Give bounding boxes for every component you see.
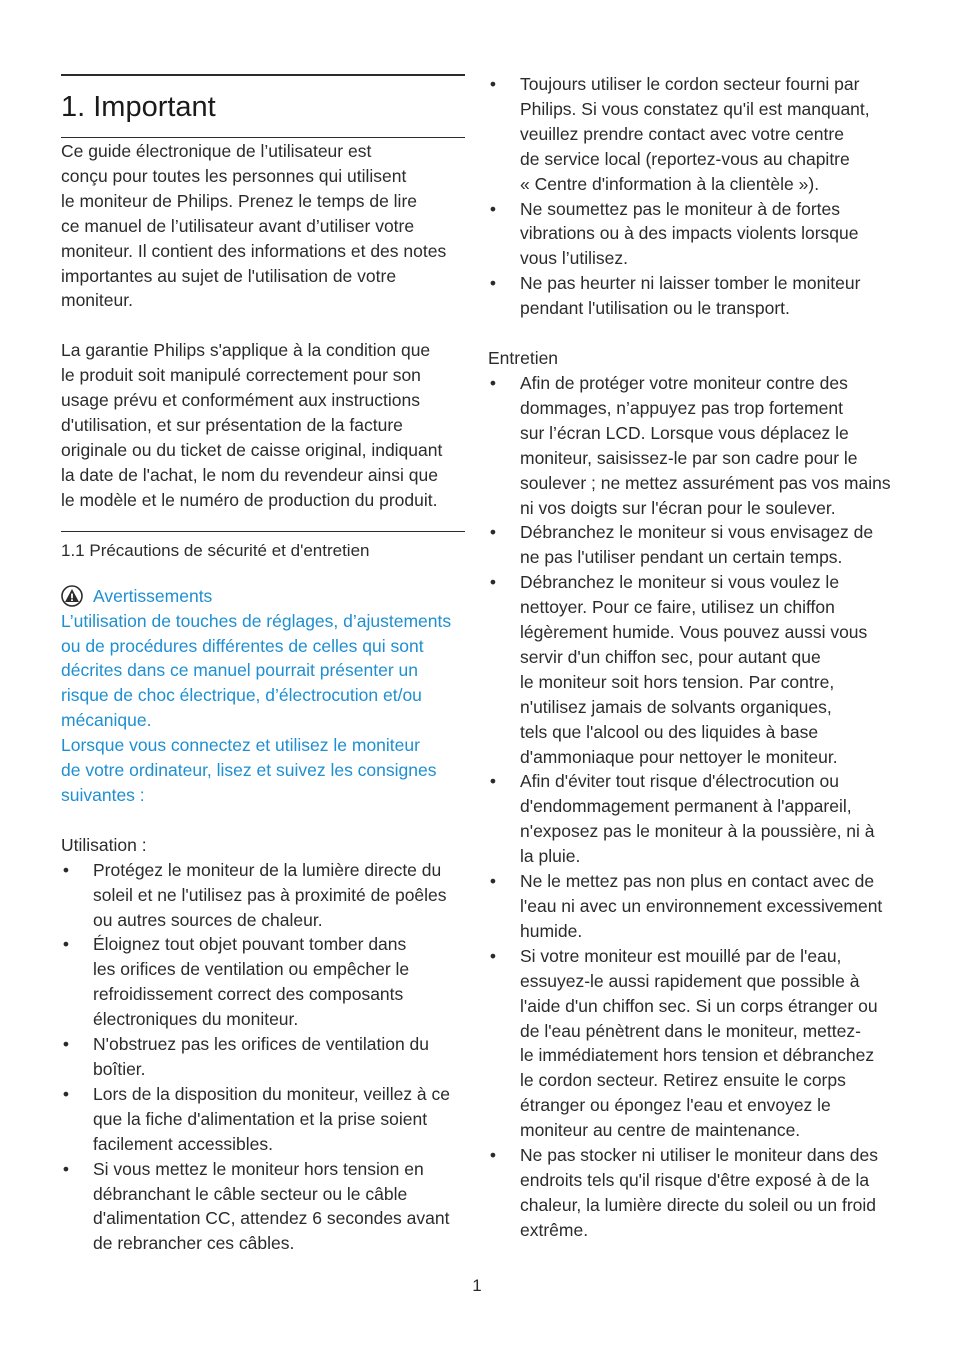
intro-paragraph-2-line: usage prévu et conformément aux instructions	[61, 390, 420, 411]
list-item-text-line: ne pas l'utiliser pendant un certain temps.	[520, 547, 843, 568]
section-title: 1.1 Précautions de sécurité et d'entretien	[61, 540, 370, 560]
list-item-text-line: Ne soumettez pas le moniteur à de fortes	[520, 198, 841, 219]
list-item-text-line: nettoyer. Pour ce faire, utilisez un chiffon	[520, 597, 835, 618]
list-item-text-line: essuyez-le aussi rapidement que possible à	[520, 970, 860, 991]
top-rule	[61, 74, 465, 76]
list-item-text-line: dommages, n’appuyez pas trop fortement	[520, 397, 843, 418]
warnings-text-line: décrites dans ce manuel pourrait présenter un	[61, 660, 419, 681]
list-item	[488, 520, 894, 570]
list-item-text-line: Toujours utiliser le cordon secteur fourni par	[520, 74, 860, 94]
left-column	[61, 74, 465, 1256]
list-item-text-line: de rebrancher ces câbles.	[93, 1233, 295, 1254]
bullet-icon: •	[489, 273, 497, 294]
list-item-text-line: sur l’écran LCD. Lorsque vous déplacez le	[520, 422, 849, 443]
warnings-text	[61, 609, 465, 808]
bullet-icon: •	[489, 198, 497, 219]
list-item-text-line: Afin de protéger votre moniteur contre des	[520, 372, 848, 393]
utilisation-list-continued	[488, 72, 894, 321]
bullet-icon: •	[489, 771, 497, 792]
list-item-text-line: le immédiatement hors tension et débranchez	[520, 1045, 875, 1066]
bullet-icon: •	[489, 871, 497, 892]
bullet-icon: •	[62, 1034, 70, 1055]
list-item-text-line: « Centre d'information à la clientèle »).	[520, 173, 820, 194]
intro-paragraph-2-line: le produit soit manipulé correctement pour son	[61, 365, 421, 386]
list-item-text-line: le cordon secteur. Retirez ensuite le corps	[520, 1070, 846, 1091]
warnings-heading	[61, 584, 465, 609]
warnings-text-line: suivantes :	[61, 784, 145, 805]
section-rule	[61, 531, 465, 532]
page-number: 1	[472, 1276, 482, 1295]
intro-paragraph-1-line: moniteur.	[61, 290, 133, 311]
list-item-text-line: que la fiche d'alimentation et la prise soient	[93, 1108, 428, 1129]
list-item-text-line: n'exposez pas le moniteur à la poussière, ni à	[520, 821, 875, 842]
list-item-text-line: de l'eau pénètrent dans le moniteur, mettez-	[520, 1020, 861, 1041]
intro-paragraph-1-line: ce manuel de l’utilisateur avant d’utiliser votre	[61, 215, 415, 236]
list-item-text-line: vous l’utilisez.	[520, 248, 628, 269]
warnings-text-line: ou de procédures différentes de celles qui sont	[61, 635, 424, 656]
list-item-text-line: Débranchez le moniteur si vous envisagez de	[520, 522, 874, 543]
list-item	[488, 1143, 894, 1243]
list-item-text-line: Débranchez le moniteur si vous voulez le	[520, 572, 840, 593]
intro-paragraph-2-line: d'utilisation, et sur présentation de la facture	[61, 415, 403, 436]
list-item	[61, 1157, 465, 1257]
list-item	[488, 944, 894, 1143]
list-item-text-line: moniteur au centre de maintenance.	[520, 1120, 801, 1141]
list-item-text-line: le moniteur soit hors tension. Par contre,	[520, 671, 835, 692]
bullet-icon: •	[62, 934, 70, 955]
list-item-text-line: refroidissement correct des composants	[93, 984, 404, 1005]
intro-paragraph-1-line: moniteur. Il contient des informations et des notes	[61, 240, 447, 261]
intro-paragraph-2-line: La garantie Philips s'applique à la condition que	[61, 340, 431, 361]
list-item-text-line: Ne le mettez pas non plus en contact avec de	[520, 871, 875, 892]
warnings-text-line: Lorsque vous connectez et utilisez le moniteur	[61, 735, 420, 756]
list-item	[61, 858, 465, 933]
intro-paragraph-1-line: le moniteur de Philips. Prenez le temps de lire	[61, 190, 418, 211]
bullet-icon: •	[489, 945, 497, 966]
list-item-text-line: extrême.	[520, 1219, 589, 1240]
list-item-text-line: l'eau ni avec un environnement excessivement	[520, 896, 883, 916]
list-item-text-line: humide.	[520, 920, 583, 941]
list-item-text-line: la pluie.	[520, 846, 581, 867]
intro-paragraph-1-line: importantes au sujet de l'utilisation de votre	[61, 265, 397, 286]
list-item-text-line: l'aide d'un chiffon sec. Si un corps étranger ou	[520, 995, 878, 1016]
list-item-text-line: les orifices de ventilation ou empêcher le	[93, 959, 410, 980]
list-item-text-line: facilement accessibles.	[93, 1133, 273, 1154]
list-item	[61, 932, 465, 1032]
list-item-text-line: électroniques du moniteur.	[93, 1009, 299, 1030]
list-item-text-line: vibrations ou à des impacts violents lorsque	[520, 223, 859, 244]
list-item	[488, 197, 894, 272]
list-item-text-line: d'alimentation CC, attendez 6 secondes avant	[93, 1208, 450, 1229]
list-item-text-line: Ne pas stocker ni utiliser le moniteur dans des	[520, 1145, 878, 1166]
list-item-text-line: chaleur, la lumière directe du soleil ou un froid	[520, 1194, 877, 1215]
right-column	[488, 72, 894, 1243]
bullet-icon: •	[489, 522, 497, 543]
list-item	[61, 1082, 465, 1157]
list-item	[488, 570, 894, 769]
bullet-icon: •	[62, 1158, 70, 1179]
bullet-icon: •	[489, 572, 497, 593]
list-item-text-line: Ne pas heurter ni laisser tomber le moniteur	[520, 273, 861, 294]
list-item-text-line: d'ammoniaque pour nettoyer le moniteur.	[520, 746, 838, 767]
warnings-text-line: de votre ordinateur, lisez et suivez les consignes	[61, 760, 437, 781]
list-item	[488, 371, 894, 520]
bullet-icon: •	[62, 1083, 70, 1104]
list-item-text-line: débranchant le câble secteur ou le câble	[93, 1183, 408, 1204]
bullet-icon: •	[489, 74, 497, 94]
list-item-text-line: boîtier.	[93, 1059, 146, 1079]
intro-paragraph-2	[61, 338, 465, 512]
list-item-text-line: Afin d'éviter tout risque d'électrocution ou	[520, 771, 839, 792]
list-item-text-line: ou autres sources de chaleur.	[93, 909, 323, 930]
list-item-text-line: N'obstruez pas les orifices de ventilation du	[93, 1034, 430, 1055]
list-item-text-line: moniteur, saisissez-le par son cadre pour le	[520, 447, 858, 468]
intro-paragraph-2-line: le modèle et le numéro de production du produit.	[61, 489, 438, 510]
chapter-title: 1. Important	[61, 91, 216, 123]
list-item-text-line: Philips. Si vous constatez qu'il est manquant,	[520, 98, 870, 119]
list-item-text-line: ni vos doigts sur l'écran pour le soulever.	[520, 497, 836, 518]
list-item	[488, 271, 894, 321]
list-item	[488, 869, 894, 944]
bullet-icon: •	[489, 1145, 497, 1166]
list-item	[488, 769, 894, 869]
intro-paragraph-1-line: conçu pour toutes les personnes qui utilisent	[61, 165, 407, 186]
intro-paragraph-2-line: originale ou du ticket de caisse original, indiquant	[61, 439, 443, 460]
bullet-icon: •	[62, 859, 70, 880]
list-item-text-line: pendant l'utilisation ou le transport.	[520, 298, 790, 319]
utilisation-list	[61, 858, 465, 1257]
bullet-icon: •	[489, 372, 497, 393]
list-item-text-line: n'utilisez jamais de solvants organiques,	[520, 696, 832, 717]
list-item-text-line: étranger ou épongez l'eau et envoyez le	[520, 1095, 831, 1116]
list-item-text-line: Lors de la disposition du moniteur, veillez à ce	[93, 1083, 451, 1104]
list-item-text-line: servir d'un chiffon sec, pour autant que	[520, 646, 821, 667]
warnings-heading-label: Avertissements	[93, 585, 213, 606]
intro-paragraph-1-line: Ce guide électronique de l’utilisateur est	[61, 141, 372, 161]
list-item	[61, 1032, 465, 1082]
list-item	[488, 72, 894, 197]
warnings-text-line: mécanique.	[61, 710, 152, 731]
entretien-list	[488, 371, 894, 1243]
list-item-text-line: tels que l'alcool ou des liquides à base	[520, 721, 819, 742]
title-rule	[61, 137, 465, 138]
list-item-text-line: soulever ; ne mettez assurément pas vos mains	[520, 472, 891, 493]
warnings-text-line: L’utilisation de touches de réglages, d’ajustements	[61, 610, 452, 631]
list-item-text-line: légèrement humide. Vous pouvez aussi vous	[520, 622, 868, 643]
utilisation-heading: Utilisation :	[61, 834, 147, 855]
list-item-text-line: soleil et ne l'utilisez pas à proximité de poêles	[93, 884, 447, 905]
warning-triangle-icon	[61, 585, 83, 607]
intro-paragraph-2-line: la date de l'achat, le nom du revendeur ainsi que	[61, 464, 438, 485]
list-item-text-line: de service local (reportez-vous au chapitre	[520, 148, 850, 169]
warnings-text-line: risque de choc électrique, d’électrocution et/ou	[61, 685, 422, 706]
list-item-text-line: Éloignez tout objet pouvant tomber dans	[93, 934, 407, 955]
list-item-text-line: Si votre moniteur est mouillé par de l'eau,	[520, 945, 842, 966]
list-item-text-line: Si vous mettez le moniteur hors tension en	[93, 1158, 424, 1179]
list-item-text-line: Protégez le moniteur de la lumière directe du	[93, 859, 442, 880]
intro-paragraph-1	[61, 139, 465, 313]
entretien-heading: Entretien	[488, 348, 559, 369]
list-item-text-line: d'endommagement permanent à l'appareil,	[520, 796, 852, 817]
list-item-text-line: endroits tels qu'il risque d'être exposé à de la	[520, 1169, 870, 1190]
list-item-text-line: veuillez prendre contact avec votre centre	[520, 123, 844, 144]
